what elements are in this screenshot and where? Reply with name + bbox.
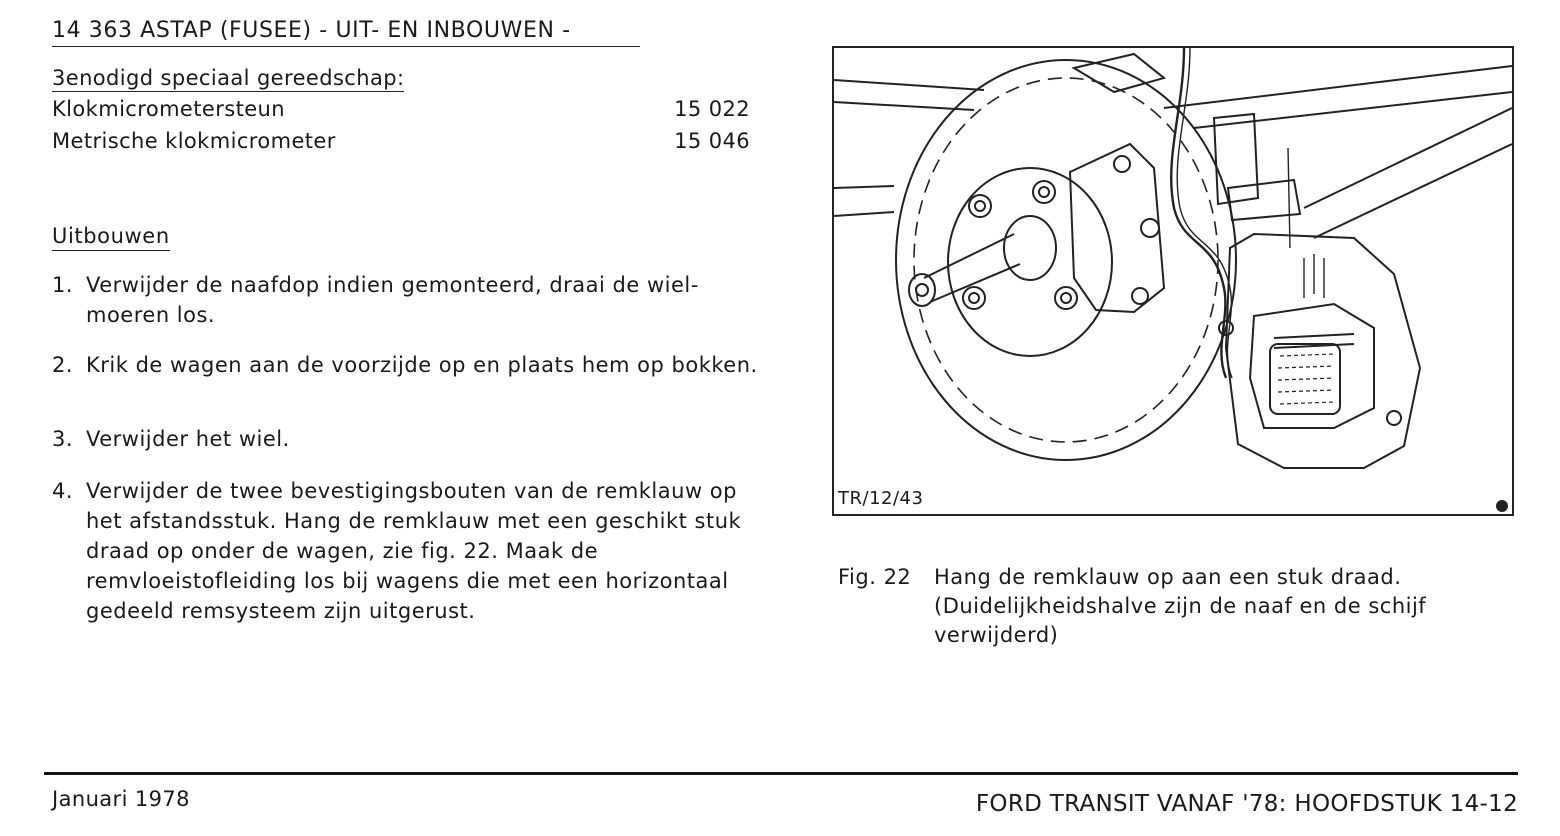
step-text: Krik de wagen aan de voorzijde op en plaats hem op bokken. [86, 353, 758, 377]
tool-name: Klokmicrometersteun [52, 97, 285, 121]
special-tools-heading: 3enodigd speciaal gereedschap: [52, 66, 405, 90]
step-number: 3. [52, 427, 74, 451]
step-item [52, 424, 762, 454]
tool-row [52, 97, 752, 127]
step-item [52, 476, 762, 626]
step-text: Verwijder het wiel. [86, 427, 290, 451]
figure-caption [838, 563, 1518, 650]
brake-caliper-drawing [834, 48, 1512, 514]
removal-heading: Uitbouwen [52, 224, 170, 251]
footer-date: Januari 1978 [52, 787, 190, 811]
page-title: 14 363 ASTAP (FUSEE) - UIT- EN INBOUWEN - [52, 18, 640, 47]
copyright-icon [1496, 500, 1508, 512]
tool-name: Metrische klokmicrometer [52, 129, 336, 153]
figure-caption-text: Hang de remklauw op aan een stuk draad. (Duidelijkheidshalve zijn de naaf en de schijf verwijderd) [934, 565, 1427, 647]
step-number: 4. [52, 479, 74, 503]
figure-22-illustration [832, 46, 1514, 516]
step-item [52, 270, 762, 330]
figure-label: Fig. 22 [838, 565, 912, 589]
footer-chapter: FORD TRANSIT VANAF '78: HOOFDSTUK 14-12 [975, 791, 1518, 817]
tool-number: 15 022 [674, 97, 750, 121]
tool-row [52, 129, 752, 159]
step-number: 2. [52, 353, 74, 377]
step-text: Verwijder de twee bevestigingsbouten van de remklauw op het afstandsstuk. Hang de remklauw met een geschikt stuk draad op onder de wagen, zie fig. 22. Maak de remvloeistofleiding los bij wagens die met een horizontaal gedeeld remsysteem zijn uitgerust. [86, 479, 742, 623]
footer-divider [44, 772, 1518, 775]
tool-number: 15 046 [674, 129, 750, 153]
step-item [52, 350, 762, 380]
step-number: 1. [52, 273, 74, 297]
step-text: Verwijder de naafdop indien gemonteerd, draai de wiel-moeren los. [86, 273, 699, 327]
figure-reference: TR/12/43 [838, 488, 924, 509]
